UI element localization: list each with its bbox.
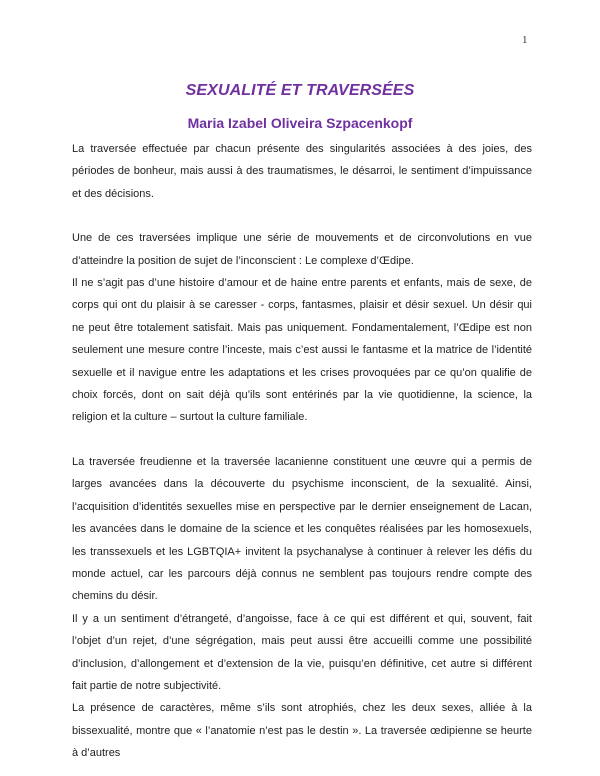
paragraph-2: Une de ces traversées implique une série de mouvements et de circonvolutions en vue d’atteindre la position de sujet de l’inconscient : Le complexe d’Œdipe.: [72, 232, 532, 267]
document-body: [72, 138, 532, 765]
paragraph-3: Il ne s’agit pas d’une histoire d’amour et de haine entre parents et enfants, mais de sexe, de corps qui ont du plaisir à se caresser - corps, fantasmes, plaisir et désir sexuel. Un désir qui ne peut être totalement satisfait. Mais pas uniquement. Fondamentalement, l’Œdipe est non seulement une mesure contre l’inceste, mais c’est aussi le fantasme et la matrice de l’identité sexuelle et il navigue entre les adaptations et les crises provoquées par ce qu’on qualifie de choix forcés, dont on sait déjà qu’ils sont entérinés par la vie quotidienne, la science, la religion et la culture – surtout la culture familiale.: [72, 277, 532, 424]
document-title: SEXUALITÉ ET TRAVERSÉES: [185, 82, 415, 99]
paragraph-6: La présence de caractères, même s’ils sont atrophiés, chez les deux sexes, alliée à la bissexualité, montre que « l’anatomie n’est pas le destin ». La traversée œdipienne se heurte à d’autres: [72, 702, 532, 760]
paragraph-1: La traversée effectuée par chacun présente des singularités associées à des joies, des périodes de bonheur, mais aussi à des traumatismes, le désarroi, le sentiment d’impuissance et des décisions.: [72, 143, 532, 200]
paragraph-5: Il y a un sentiment d’étrangeté, d’angoisse, face à ce qui est différent et qui, souvent, fait l’objet d’un rejet, d’une ségrégation, mais peut aussi être accueilli comme une possibilité d’inclusion, d’allongement et d’extension de la vie, puisqu’en définitive, cet autre si différent fait partie de notre subjectivité.: [72, 612, 532, 692]
page-number: 1: [522, 34, 528, 46]
document-author: Maria Izabel Oliveira Szpacenkopf: [187, 115, 413, 131]
paragraph-4: La traversée freudienne et la traversée lacanienne constituent une œuvre qui a permis de larges avancées dans la découverte du psychisme inconscient, de la sexualité. Ainsi, l’acquisition d’identités sexuelles mise en perspective par le dernier enseignement de Lacan, les avancées dans le domaine de la science et les conquêtes réalisées par les homosexuels, les transsexuels et les LGBTQIA+ invitent la psychanalyse à continuer à relever les défis du monde actuel, car les parcours déjà connus ne semblent pas toujours rendre compte des chemins du désir.: [72, 455, 532, 603]
